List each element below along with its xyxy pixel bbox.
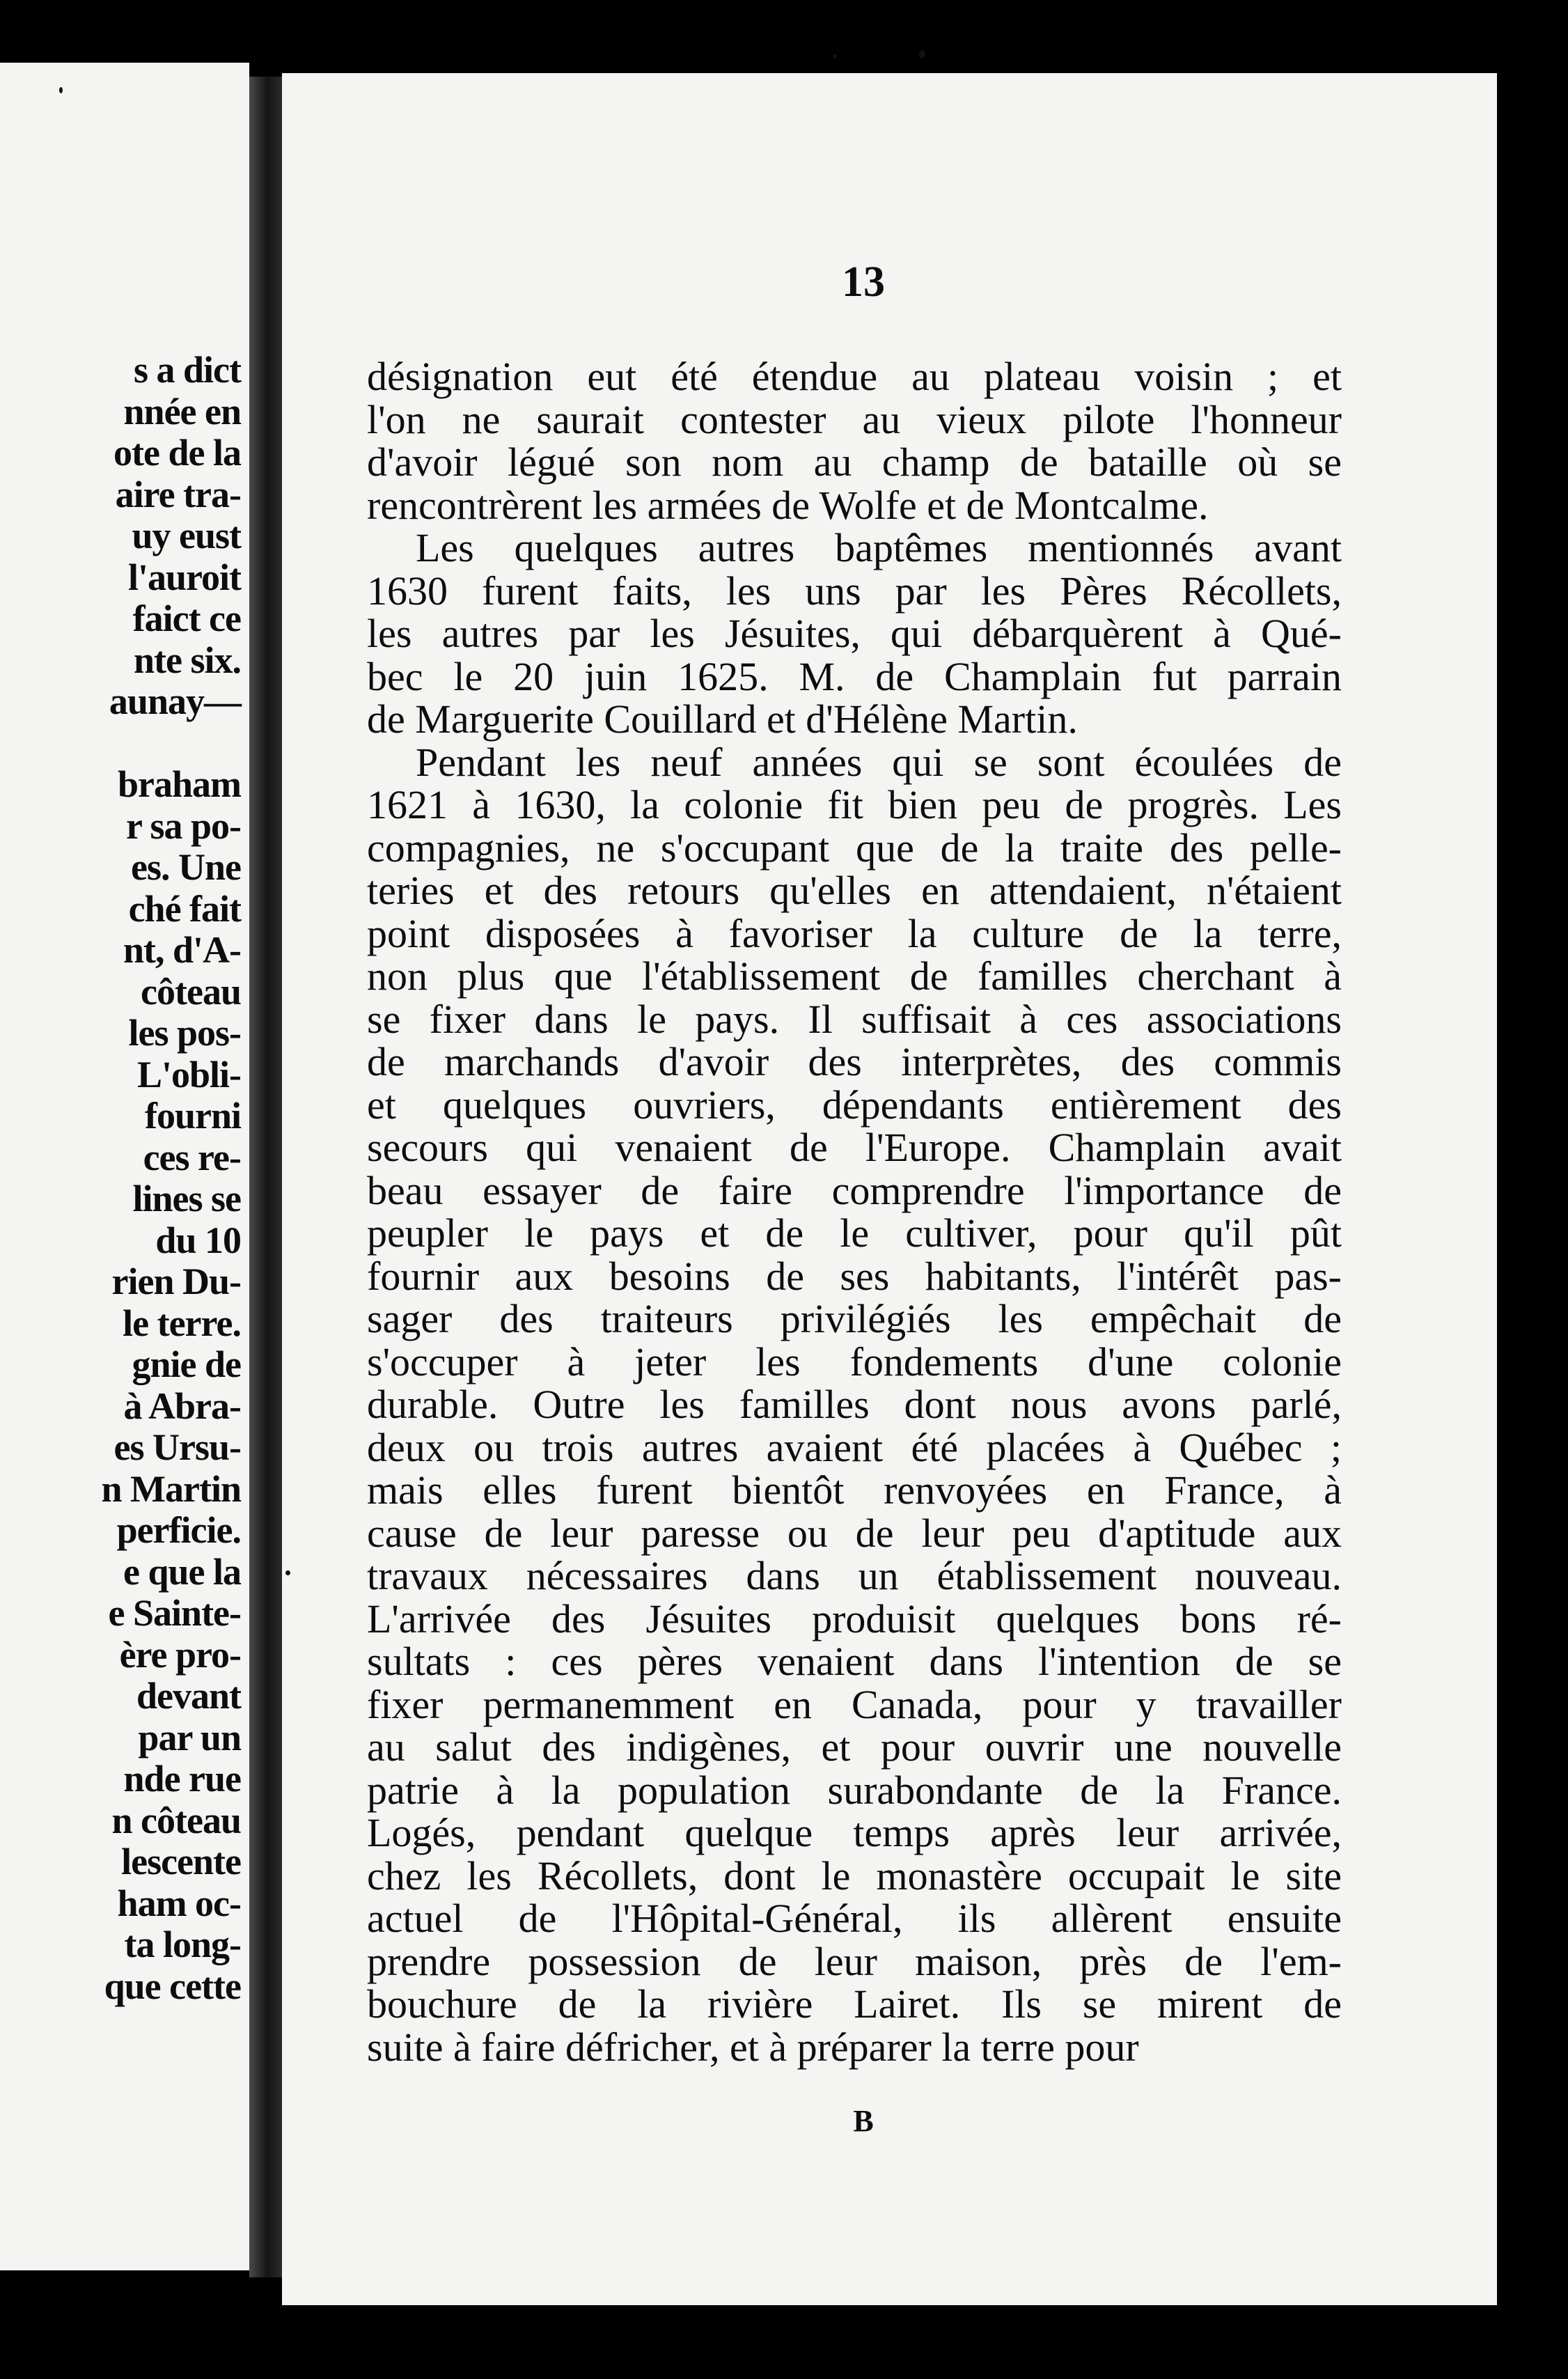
- text-line: de marchands d'avoir des interprètes, des commis: [367, 1039, 1342, 1084]
- left-page-line: que cette: [104, 1965, 241, 2007]
- left-page-line: lines se: [132, 1178, 241, 1219]
- left-page-line: nt, d'A-: [123, 929, 241, 971]
- text-line: s'occuper à jeter les fondements d'une colonie: [367, 1339, 1342, 1384]
- left-page-line: braham: [117, 763, 241, 805]
- left-page-line: par un: [138, 1716, 241, 1758]
- text-line: non plus que l'établissement de familles cherchant à: [367, 953, 1342, 999]
- left-page-line: perficie.: [116, 1509, 241, 1551]
- left-page-line: le terre.: [123, 1302, 241, 1344]
- left-page-line: ote de la: [113, 432, 241, 474]
- left-page-line: s a dict: [134, 349, 241, 391]
- book-spine-gutter: [249, 77, 282, 2277]
- left-page-line: nte six.: [134, 639, 241, 681]
- left-page-line: rien Du-: [111, 1261, 241, 1302]
- left-page-line: gnie de: [132, 1343, 241, 1385]
- text-line: beau essayer de faire comprendre l'importance de: [367, 1167, 1342, 1213]
- text-line: et quelques ouvriers, dépendants entièrement des: [367, 1082, 1342, 1128]
- left-page-line: n Martin: [101, 1467, 241, 1510]
- text-line: fixer permanemment en Canada, pour y travailler: [367, 1681, 1342, 1727]
- left-page-line: n côteau: [111, 1799, 241, 1841]
- left-page-line: e que la: [123, 1550, 241, 1593]
- text-line: Les quelques autres baptêmes mentionnés avant: [416, 525, 1342, 570]
- text-line: sager des traiteurs privilégiés les empêchait de: [367, 1296, 1342, 1341]
- left-page-line: du 10: [155, 1219, 241, 1261]
- text-line: se fixer dans le pays. Il suffisait à ces associations: [367, 996, 1342, 1042]
- right-page: [282, 73, 1497, 2305]
- text-line: point disposées à favoriser la culture de la terre,: [367, 910, 1342, 956]
- text-line: désignation eut été étendue au plateau voisin ; et: [367, 354, 1342, 399]
- text-line: 1621 à 1630, la colonie fit bien peu de progrès. Les: [367, 782, 1342, 827]
- left-page-line: ère pro-: [119, 1633, 241, 1676]
- left-page-line: devant: [136, 1675, 241, 1717]
- text-line: au salut des indigènes, et pour ouvrir une nouvelle: [367, 1724, 1342, 1770]
- left-page-line: ces re-: [143, 1136, 241, 1178]
- left-page-line: aunay—: [109, 680, 241, 722]
- text-line: chez les Récollets, dont le monastère occupait le site: [367, 1852, 1342, 1898]
- left-page-line: [0, 723, 241, 765]
- text-line: teries et des retours qu'elles en attendaient, n'étaient: [367, 868, 1342, 913]
- left-page-line: aire tra-: [115, 473, 241, 515]
- scan-speck: [919, 50, 925, 58]
- text-line: les autres par les Jésuites, qui débarquèrent à Qué-: [367, 611, 1342, 656]
- text-line: 1630 furent faits, les uns par les Pères Récollets,: [367, 568, 1342, 614]
- text-line: actuel de l'Hôpital-Général, ils allèrent ensuite: [367, 1896, 1342, 1941]
- text-line: Pendant les neuf années qui se sont écoulées de: [416, 739, 1342, 785]
- left-page-line: ché fait: [128, 887, 241, 930]
- left-page-line: L'obli-: [136, 1053, 241, 1095]
- left-page-line: lescente: [121, 1841, 241, 1882]
- text-line: bec le 20 juin 1625. M. de Champlain fut parrain: [367, 653, 1342, 699]
- body-text: [367, 355, 1342, 2068]
- left-page-line: uy eust: [132, 515, 241, 556]
- text-line: rencontrèrent les armées de Wolfe et de Montcalme.: [367, 482, 1209, 528]
- left-page: [0, 63, 249, 2270]
- text-line: travaux nécessaires dans un établissement nouveau.: [367, 1553, 1342, 1598]
- text-line: mais elles furent bientôt renvoyées en France, à: [367, 1467, 1342, 1513]
- text-line: Logés, pendant quelque temps après leur arrivée,: [367, 1810, 1342, 1855]
- text-line: prendre possession de leur maison, près de l'em-: [367, 1938, 1342, 1984]
- left-page-line: ham oc-: [117, 1882, 241, 1924]
- left-page-line: es Ursu-: [113, 1426, 241, 1468]
- left-page-line: e Sainte-: [108, 1592, 241, 1634]
- text-line: suite à faire défricher, et à préparer la terre pour: [367, 2024, 1139, 2070]
- page-number: 13: [842, 258, 885, 306]
- text-line: de Marguerite Couillard et d'Hélène Martin.: [367, 696, 1078, 742]
- text-line: fournir aux besoins de ses habitants, l'intérêt pas-: [367, 1253, 1342, 1299]
- text-line: bouchure de la rivière Lairet. Ils se mirent de: [367, 1981, 1342, 2027]
- text-line: sultats : ces pères venaient dans l'intention de se: [367, 1639, 1342, 1684]
- text-line: compagnies, ne s'occupant que de la traite des pelle-: [367, 825, 1342, 871]
- left-page-line: côteau: [141, 970, 241, 1013]
- left-page-text-column: [0, 350, 241, 2007]
- text-line: d'avoir légué son nom au champ de bataille où se: [367, 439, 1342, 485]
- left-page-line: nnée en: [123, 390, 241, 432]
- left-page-line: r sa po-: [125, 804, 241, 847]
- signature-mark: B: [853, 2104, 874, 2138]
- left-page-line: les pos-: [128, 1012, 241, 1054]
- left-page-line: faict ce: [132, 598, 241, 639]
- left-page-line: à Abra-: [123, 1384, 241, 1427]
- text-line: secours qui venaient de l'Europe. Champlain avait: [367, 1125, 1342, 1170]
- text-line: l'on ne saurait contester au vieux pilote l'honneur: [367, 396, 1342, 442]
- text-line: patrie à la population surabondante de la France.: [367, 1767, 1342, 1813]
- left-page-line: fourni: [144, 1095, 241, 1137]
- text-line: durable. Outre les familles dont nous avons parlé,: [367, 1382, 1342, 1427]
- text-line: L'arrivée des Jésuites produisit quelques bons ré-: [367, 1596, 1342, 1641]
- text-line: peupler le pays et de le cultiver, pour qu'il pût: [367, 1210, 1342, 1256]
- scan-speck: [833, 54, 837, 58]
- left-page-line: nde rue: [123, 1758, 241, 1800]
- scan-speck: [285, 1570, 290, 1575]
- left-page-line: ta long-: [124, 1924, 241, 1965]
- scan-speck: [59, 87, 63, 93]
- left-page-line: es. Une: [131, 846, 241, 888]
- left-page-line: l'auroit: [127, 556, 241, 598]
- text-line: cause de leur paresse ou de leur peu d'aptitude aux: [367, 1510, 1342, 1556]
- text-line: deux ou trois autres avaient été placées à Québec ;: [367, 1424, 1342, 1470]
